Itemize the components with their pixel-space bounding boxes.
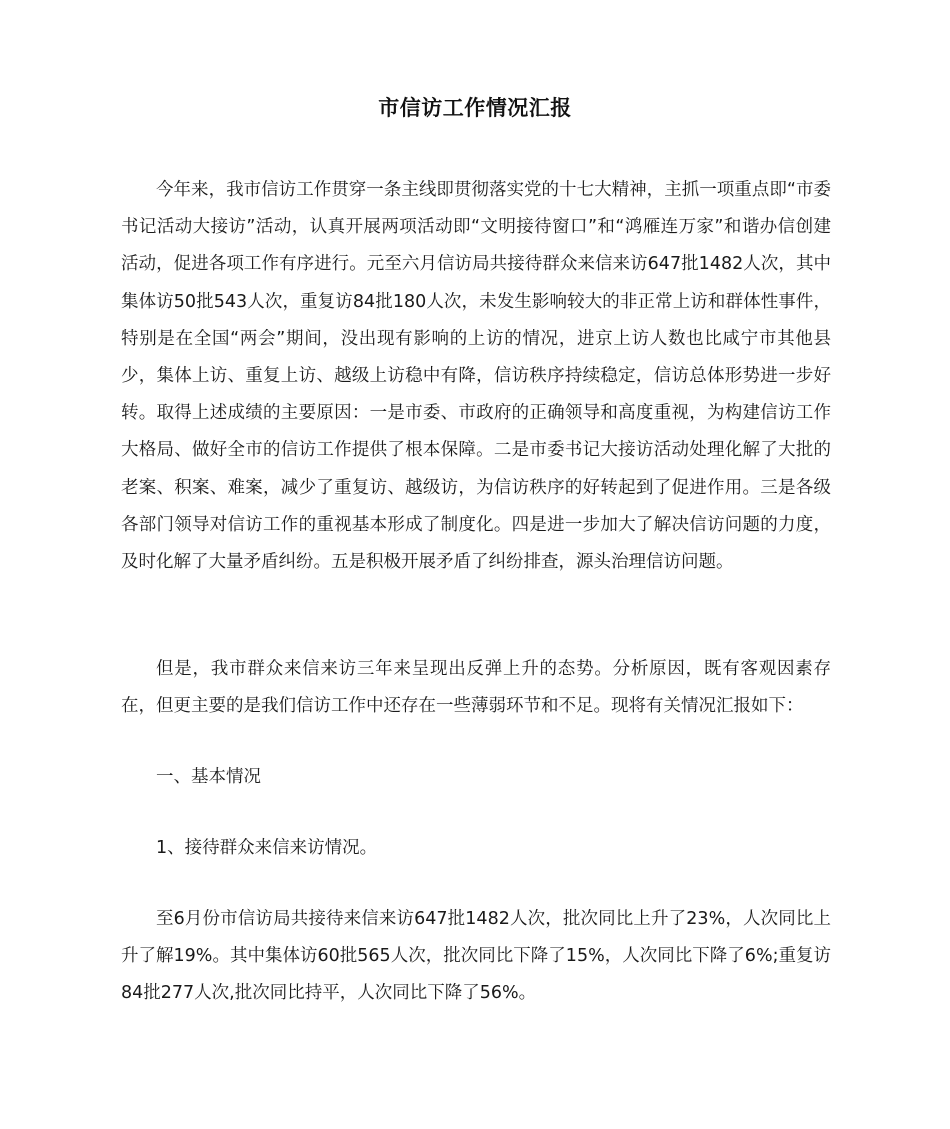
paragraph-text: 今年来，我市信访工作贯穿一条主线即贯彻落实党的十七大精神，主抓一项重点即“市委书记活动大接访”活动，认真开展两项活动即“文明接待窗口”和“鸿雁连万家”和谐办信创建活动，促进各项工作有序进行。元至六月信访局共接待群众来信来访647批1482人次，其中集体访50批543人次，重复访84批180人次，未发生影响较大的非正常上访和群体性事件，特别是在全国“两会”期间，没出现有影响的上访的情况，进京上访人数也比咸宁市其他县少，集体上访、重复上访、越级上访稳中有降，信访秩序持续稳定，信访总体形势进一步好转。取得上述成绩的主要原因：一是市委、市政府的正确领导和高度重视，为构建信访工作大格局、做好全市的信访工作提供了根本保障。二是市委书记大接访活动处理化解了大批的老案、积案、难案，减少了重复访、越级访，为信访秩序的好转起到了促进作用。三是各级各部门领导对信访工作的重视基本形成了制度化。四是进一步加大了解决信访问题的力度，及时化解了大量矛盾纠纷。五是积极开展矛盾了纠纷排查，源头治理信访问题。	[121, 180, 831, 573]
subsection-heading-reception	[121, 830, 831, 867]
section-heading-basic	[121, 759, 831, 796]
paragraph-statistics	[121, 901, 831, 1013]
section-heading: 一、基本情况	[156, 767, 261, 787]
subsection-heading: 1、接待群众来信来访情况。	[156, 838, 378, 858]
document-title: 市信访工作情况汇报	[378, 96, 572, 120]
paragraph-text: 至6月份市信访局共接待来信来访647批1482人次，批次同比上升了23%，人次同比上升了解19%。其中集体访60批565人次，批次同比下降了15%，人次同比下降了6%;重复访84批277人次,批次同比持平，人次同比下降了56%。	[121, 909, 831, 1004]
paragraph-analysis	[121, 651, 831, 725]
paragraph-intro	[121, 172, 831, 581]
paragraph-text: 但是，我市群众来信来访三年来呈现出反弹上升的态势。分析原因，既有客观因素存在，但更主要的是我们信访工作中还存在一些薄弱环节和不足。现将有关情况汇报如下：	[121, 659, 831, 717]
